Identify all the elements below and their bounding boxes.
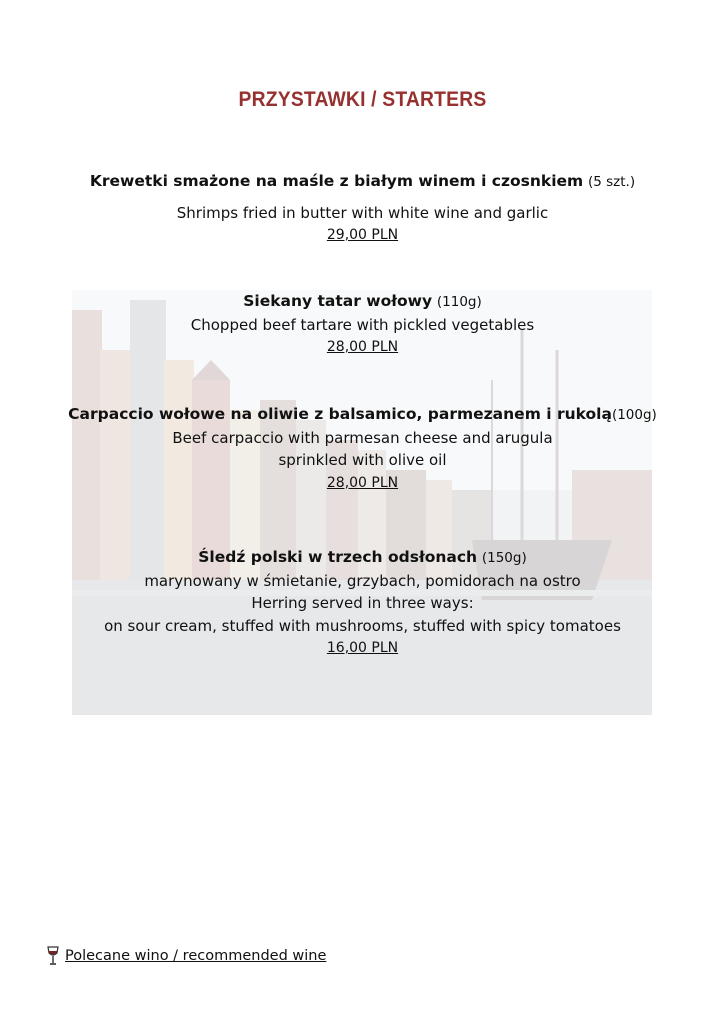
- wine-glass-icon: [47, 946, 59, 966]
- dish-description: sprinkled with olive oil: [278, 451, 447, 469]
- dish-description: Shrimps fried in butter with white wine and garlic: [176, 203, 549, 222]
- menu-item: [0, 546, 725, 660]
- recommended-wine-note: [47, 946, 326, 966]
- dish-portion: (5 szt.): [588, 174, 636, 190]
- dish-description: Beef carpaccio with parmesan cheese and arugula: [172, 428, 553, 447]
- dish-portion: (110g): [436, 294, 482, 310]
- dish-description: Chopped beef tartare with pickled vegetables: [190, 315, 535, 334]
- dish-description: marynowany w śmietanie, grzybach, pomidorach na ostro: [144, 571, 581, 590]
- menu-item-heading: [0, 290, 725, 314]
- dish-price: 29,00 PLN: [326, 227, 399, 243]
- dish-price: 28,00 PLN: [326, 474, 399, 491]
- dish-name: Śledź polski w trzech odsłonach: [198, 548, 478, 566]
- dish-portion: (150g): [481, 550, 527, 566]
- dish-price: 16,00 PLN: [326, 640, 399, 656]
- dish-name: Carpaccio wołowe na oliwie z balsamico, parmezanem i rukolą: [68, 405, 612, 423]
- menu-item-heading: [0, 403, 725, 427]
- dish-description: on sour cream, stuffed with mushrooms, stuffed with spicy tomatoes: [104, 616, 621, 635]
- dish-portion: (100g): [611, 407, 657, 423]
- dish-name: Krewetki smażone na maśle z białym winem i czosnkiem: [89, 172, 584, 190]
- recommended-wine-label: Polecane wino / recommended wine: [65, 948, 327, 964]
- dish-name: Siekany tatar wołowy: [243, 292, 433, 310]
- menu-item: [0, 170, 725, 247]
- menu-item-heading: [0, 546, 725, 570]
- menu-item: [0, 290, 725, 359]
- menu-item: [0, 403, 725, 494]
- dish-price: 28,00 PLN: [326, 339, 399, 355]
- menu-item-heading: [0, 170, 725, 194]
- dish-description: Herring served in three ways:: [251, 594, 474, 612]
- page-title: PRZYSTAWKI / STARTERS: [238, 88, 487, 111]
